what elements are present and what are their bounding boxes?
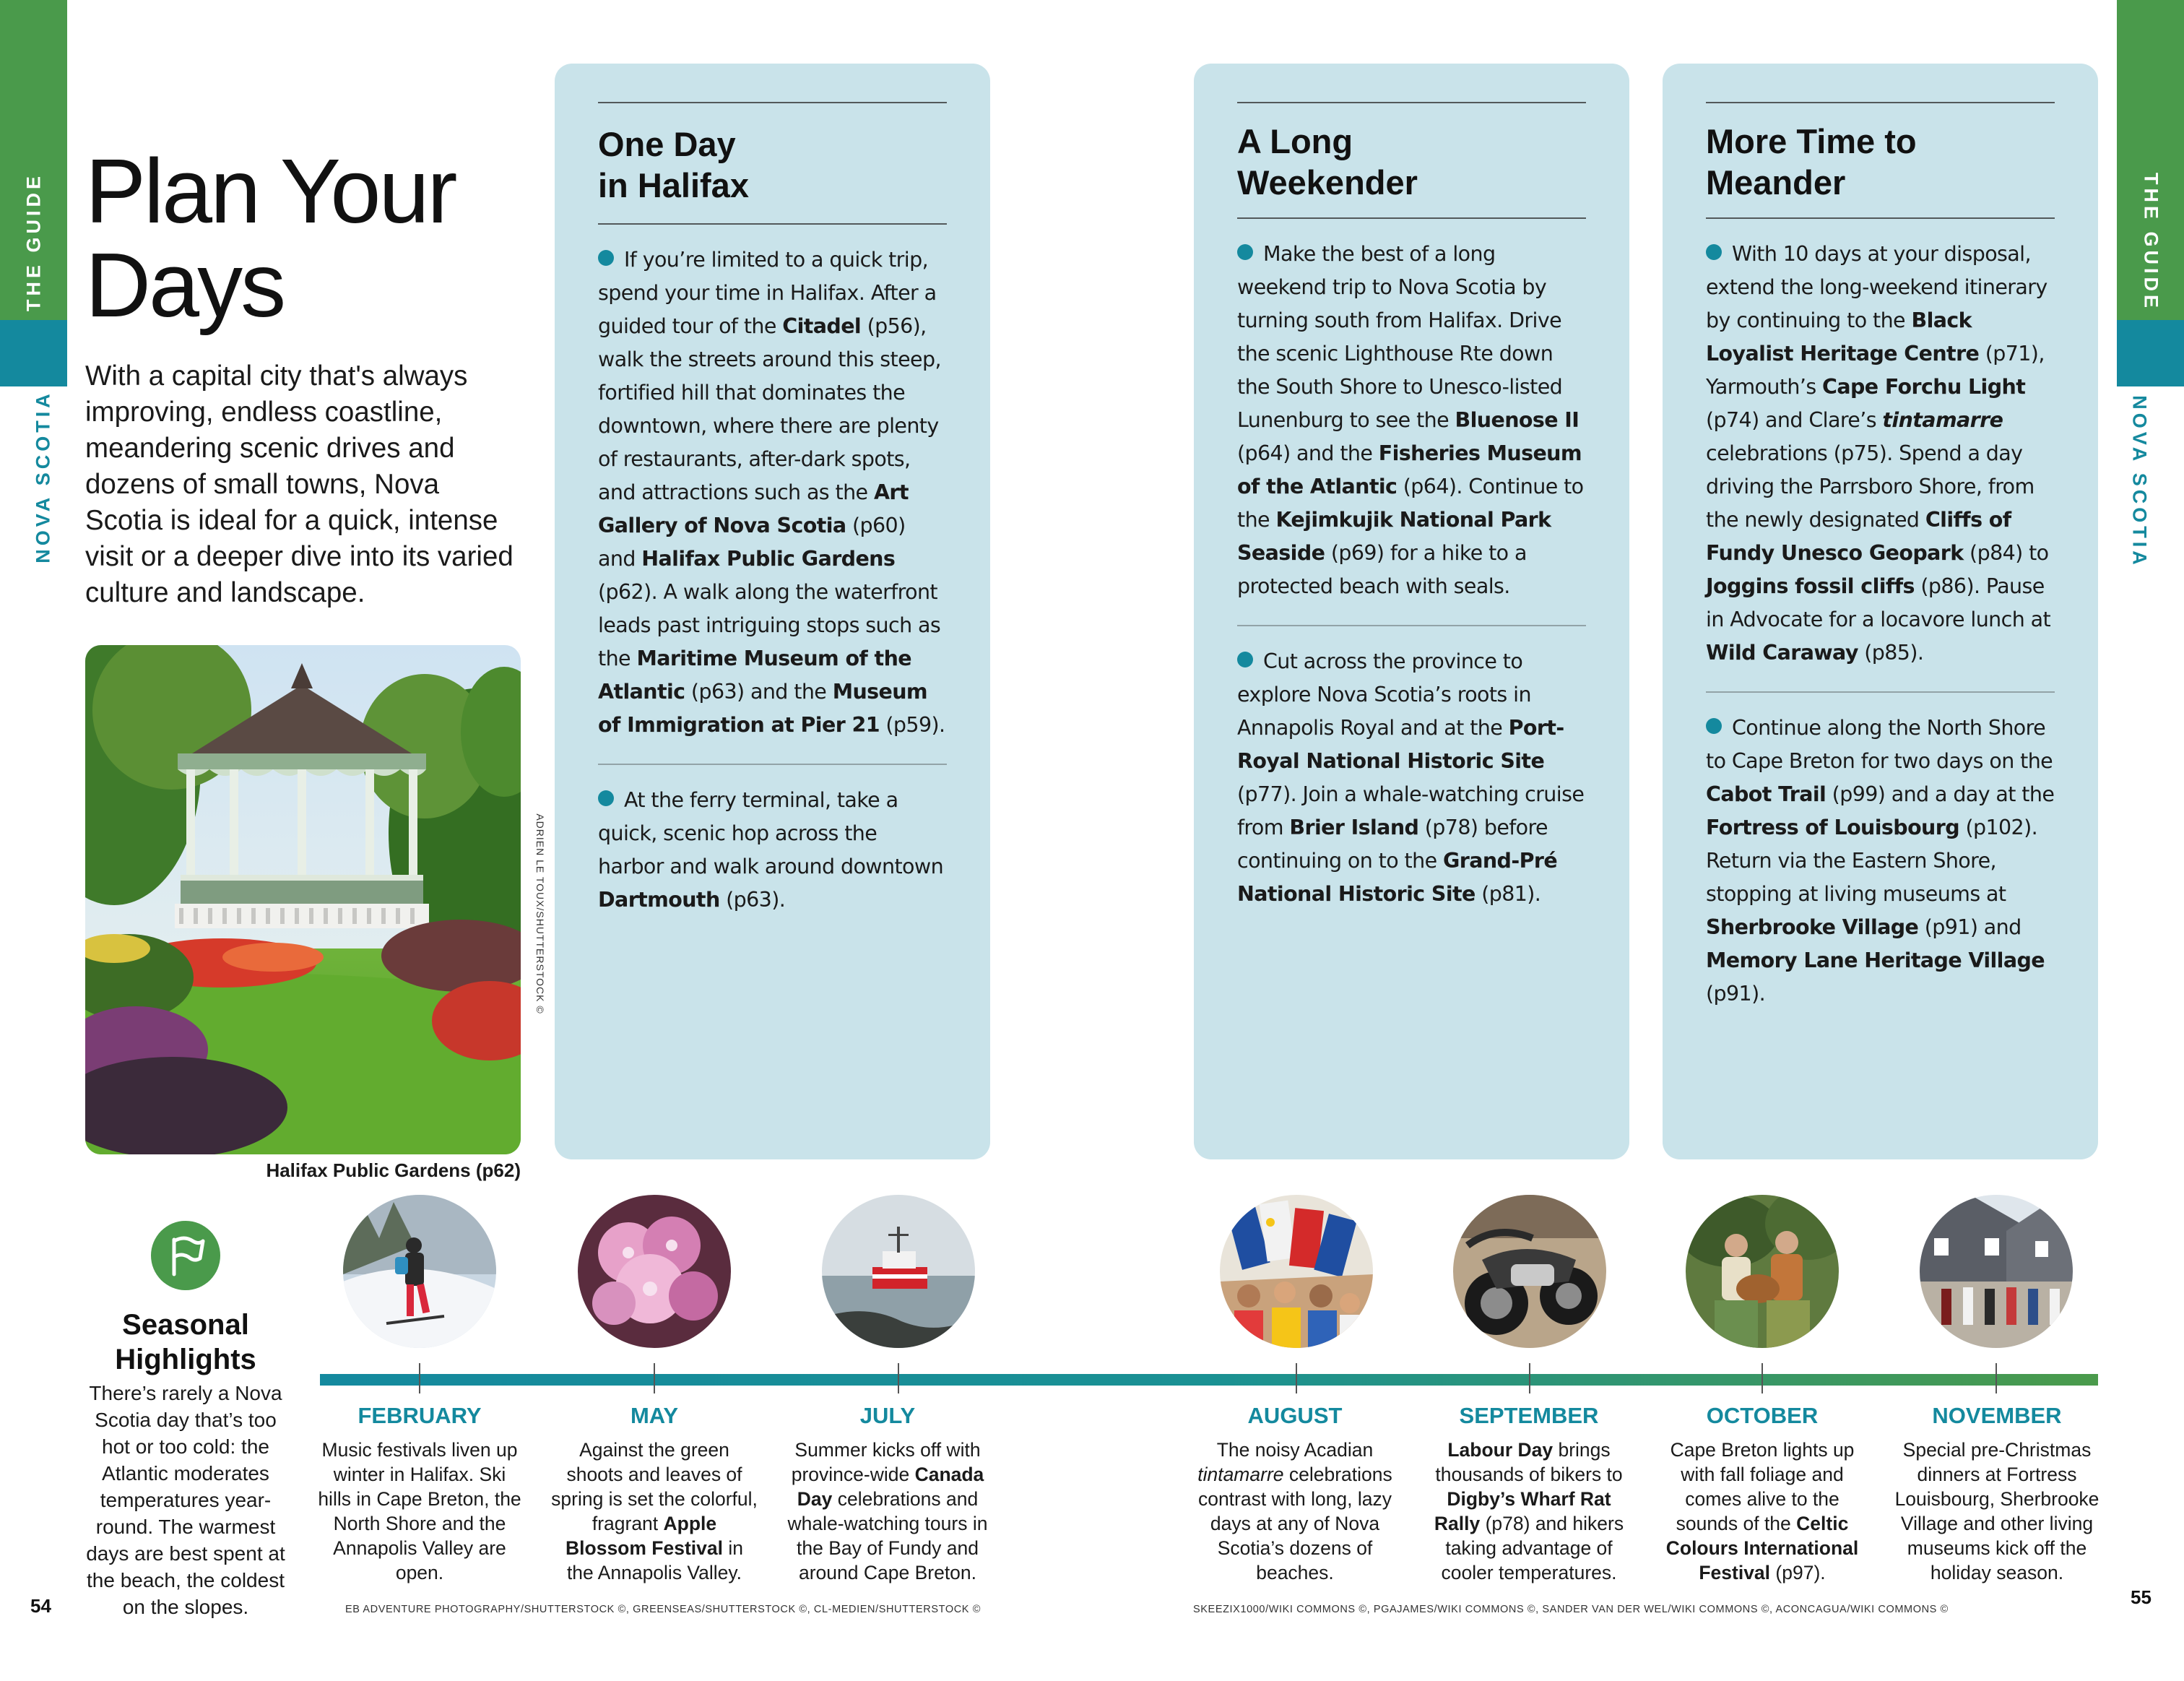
right-teal-tab	[2117, 320, 2184, 386]
month-may: MAY	[630, 1403, 679, 1428]
bullet-dot-icon	[1237, 652, 1253, 667]
card-divider	[598, 764, 947, 765]
card-more-time	[1663, 64, 2098, 1159]
card-top-rule	[1237, 102, 1586, 103]
timeline-tick-august	[1296, 1363, 1297, 1393]
month-july-text: Summer kicks off with province-wide Canada Day celebrations and whale-watching tours in the Bay of Fundy and around Cape Breton.	[787, 1439, 988, 1583]
month-november-text: Special pre-Christmas dinners at Fortress Louisbourg, Sherbrooke Village and other living museums kick off the holiday season.	[1894, 1439, 2100, 1583]
card-title-rule	[598, 223, 947, 225]
month-september-text: Labour Day brings thousands of bikers to Digby’s Wharf Rat Rally (p78) and hikers taking advantage of cooler temperatures.	[1434, 1439, 1624, 1583]
seasonal-text: There’s rarely a Nova Scotia day that’s too hot or too cold: the Atlantic moderates temperatures year-round. The warmest days are best spent at the beach, the coldest on the slopes.	[86, 1382, 285, 1618]
page-number-right: 55	[2131, 1586, 2152, 1608]
motorcycle-photo	[1453, 1195, 1606, 1348]
seasonal-title-line2: Highlights	[115, 1344, 256, 1375]
left-guide-tab-label: THE GUIDE	[22, 172, 44, 312]
card-title-line1: One Day	[598, 125, 736, 163]
card-top-rule	[1706, 102, 2055, 103]
page-title-line1: Plan Your	[85, 140, 456, 242]
month-october-text: Cape Breton lights up with fall foliage and comes alive to the sounds of the Celtic Colours International Festival (p97).	[1665, 1439, 1859, 1583]
card-title-line2: Meander	[1706, 163, 1846, 202]
seasonal-title-line1: Seasonal	[122, 1309, 249, 1341]
card-top-rule	[598, 102, 947, 103]
timeline-tick-october	[1762, 1363, 1763, 1393]
flag-icon	[151, 1221, 220, 1290]
seasonal-title	[85, 1308, 286, 1377]
intro-paragraph: With a capital city that's always improving, endless coastline, meandering scenic drives and dozens of small towns, Nova Scotia is ideal for a quick, intense visit or a deeper dive into its varied culture and landscape.	[85, 360, 514, 608]
skier-photo	[343, 1195, 496, 1348]
card-one-day	[555, 64, 990, 1159]
village-dancers-photo	[1920, 1195, 2073, 1348]
month-september: SEPTEMBER	[1459, 1403, 1599, 1428]
apple-blossom-photo	[578, 1195, 731, 1348]
month-august: AUGUST	[1247, 1403, 1343, 1428]
timeline-tick-november	[1996, 1363, 1997, 1393]
card-paragraph: Cut across the province to explore Nova Scotia’s roots in Annapolis Royal and at the Port-Royal National Historic Site (p77). Join a whale-watching cruise from Brier Island (p78) before continuing on to the Grand-Pré National Historic Site (p81).	[1237, 649, 1585, 906]
photo-credits-right: SKEEZIX1000/WIKI COMMONS ©, PGAJAMES/WIKI COMMONS ©, SANDER VAN DER WEL/WIKI COMMONS ©, ACONCAGUA/WIKI COMMONS ©	[1193, 1604, 1949, 1615]
whale-boat-photo	[822, 1195, 975, 1348]
card-title-line1: More Time to	[1706, 122, 1917, 160]
timeline-tick-may	[654, 1363, 655, 1393]
right-guide-tab-label: THE GUIDE	[2140, 172, 2162, 312]
month-may-text: Against the green shoots and leaves of spring is set the colorful, fragrant Apple Blossom Festival in the Annapolis Valley.	[551, 1439, 758, 1583]
page-title	[85, 140, 490, 336]
card-title	[1706, 103, 2055, 217]
timeline-bar	[320, 1374, 2098, 1386]
right-guide-tab	[2117, 0, 2184, 320]
gazebo-illustration	[85, 645, 521, 1154]
month-february: FEBRUARY	[358, 1403, 482, 1428]
left-guide-tab	[0, 0, 67, 320]
photo-caption: Halifax Public Gardens (p62)	[266, 1159, 521, 1181]
right-section-label: NOVA SCOTIA	[2128, 395, 2151, 569]
left-teal-tab	[0, 320, 67, 386]
photo-credits-left: EB ADVENTURE PHOTOGRAPHY/SHUTTERSTOCK ©, GREENSEAS/SHUTTERSTOCK ©, CL-MEDIEN/SHUTTERSTOCK ©	[345, 1604, 981, 1615]
card-paragraph: With 10 days at your disposal, extend the long-weekend itinerary by continuing to the Black Loyalist Heritage Centre (p71), Yarmouth’s Cape Forchu Light (p74) and Clare’s tintamarre celebrations (p75). Spend a day driving the Parrsboro Shore, from the newly designated Cliffs of Fundy Unesco Geopark (p84) to Joggins fossil cliffs (p86). Pause in Advocate for a locavore lunch at Wild Caraway (p85).	[1706, 242, 2051, 665]
timeline-tick-july	[898, 1363, 899, 1393]
acadian-flags-photo	[1220, 1195, 1373, 1348]
card-title-rule	[1237, 217, 1586, 219]
card-paragraph: Make the best of a long weekend trip to Nova Scotia by turning south from Halifax. Drive the scenic Lighthouse Rte down the South Shore to Unesco-listed Lunenburg to see the Bluenose II (p64) and the Fisheries Museum of the Atlantic (p64). Continue to the Kejimkujik National Park Seaside (p69) for a hike to a protected beach with seals.	[1237, 242, 1584, 598]
bullet-dot-icon	[598, 250, 614, 266]
card-title	[1237, 103, 1586, 217]
month-july: JULY	[859, 1403, 916, 1428]
bullet-dot-icon	[1706, 718, 1722, 734]
month-november: NOVEMBER	[1932, 1403, 2062, 1428]
card-title	[598, 103, 947, 223]
card-paragraph: Continue along the North Shore to Cape Breton for two days on the Cabot Trail (p99) and a day at the Fortress of Louisbourg (p102). Return via the Eastern Shore, stopping at living museums at Sherbrooke Village (p91) and Memory Lane Heritage Village (p91).	[1706, 716, 2055, 1006]
left-section-label: NOVA SCOTIA	[32, 390, 54, 563]
card-long-weekender	[1194, 64, 1629, 1159]
photo-credit: ADRIEN LE TOUX/SHUTTERSTOCK ©	[534, 813, 546, 1014]
bullet-dot-icon	[598, 790, 614, 806]
card-divider	[1706, 691, 2055, 693]
page-number-left: 54	[30, 1595, 51, 1617]
month-august-text: The noisy Acadian tintamarre celebrations contrast with long, lazy days at any of Nova Scotia’s dozens of beaches.	[1197, 1439, 1392, 1583]
card-paragraph: If you’re limited to a quick trip, spend your time in Halifax. After a guided tour of the Citadel (p56), walk the streets around this steep, fortified hill that dominates the downtown, where there are plenty of restaurants, after-dark spots, and attractions such as the Art Gallery of Nova Scotia (p60) and Halifax Public Gardens (p62). A walk along the waterfront leads past intriguing stops such as the Maritime Museum of the Atlantic (p63) and the Museum of Immigration at Pier 21 (p59).	[598, 248, 945, 737]
card-title-rule	[1706, 217, 2055, 219]
month-february-text: Music festivals liven up winter in Halifax. Ski hills in Cape Breton, the North Shore and the Annapolis Valley are open.	[318, 1439, 521, 1583]
bullet-dot-icon	[1706, 244, 1722, 260]
page-title-line2: Days	[85, 234, 285, 336]
card-title-line2: in Halifax	[598, 166, 749, 204]
card-title-line1: A Long	[1237, 122, 1353, 160]
timeline-tick-september	[1529, 1363, 1530, 1393]
halifax-gardens-photo	[85, 645, 521, 1154]
musicians-photo	[1686, 1195, 1839, 1348]
card-divider	[1237, 625, 1586, 626]
card-title-line2: Weekender	[1237, 163, 1418, 202]
timeline-tick-february	[419, 1363, 420, 1393]
month-october: OCTOBER	[1706, 1403, 1819, 1428]
bullet-dot-icon	[1237, 244, 1253, 260]
card-paragraph: At the ferry terminal, take a quick, scenic hop across the harbor and walk around downtown Dartmouth (p63).	[598, 788, 944, 912]
